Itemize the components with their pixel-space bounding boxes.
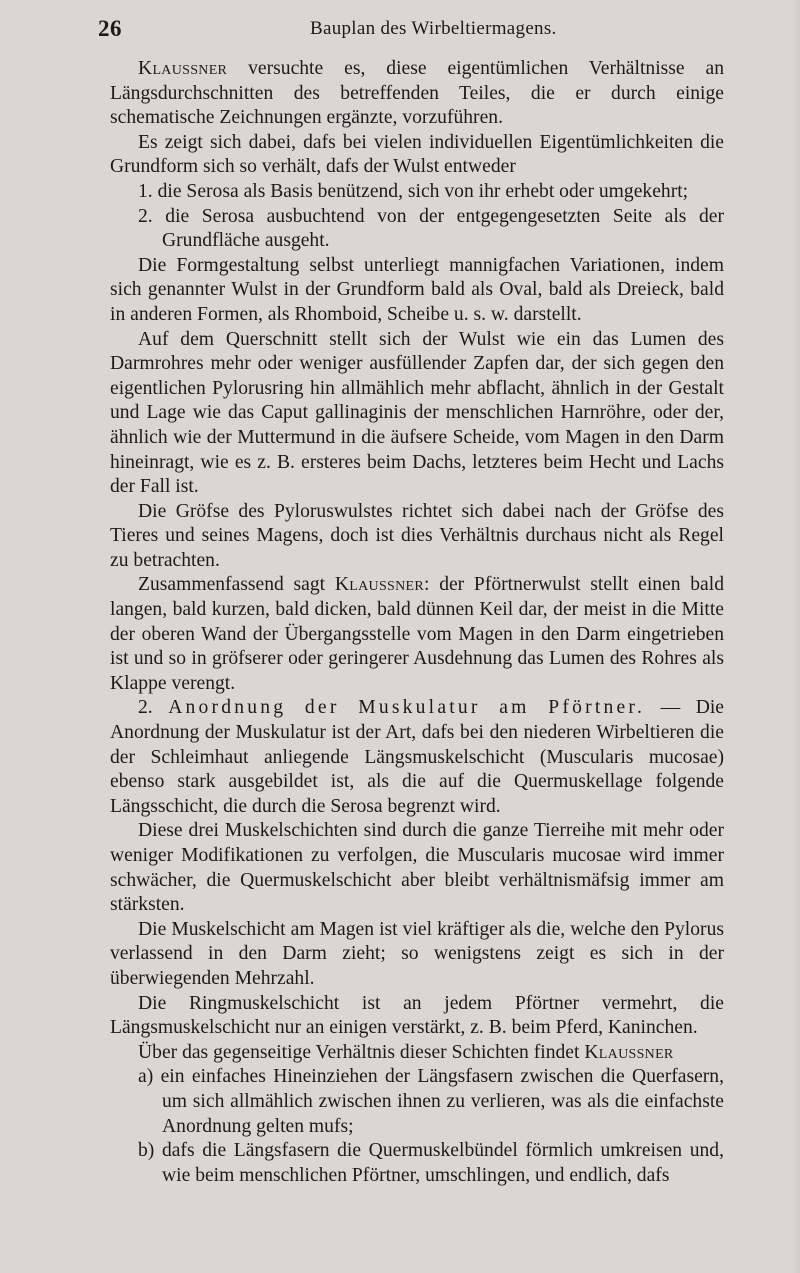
page-number: 26 bbox=[98, 16, 122, 41]
paragraph: Auf dem Querschnitt stellt sich der Wulst wie ein das Lumen des Darmrohres mehr oder weniger ausfüllender Zapfen dar, der sich gegen den eigentlichen Pylorusring hin allmählich mehr abflacht, ähnlich in der Gestalt und Lage wie das Caput gallinaginis der menschlichen Harnröhre, oder der, ähnlich wie der Muttermund in die äufsere Scheide, vom Magen in den Darm hineinragt, wie es z. B. ersteres beim Dachs, letzteres beim Hecht und Lachs der Fall ist. bbox=[110, 328, 724, 498]
section-paragraph: 2. Anordnung der Muskulatur am Pförtner. — Die Anordnung der Muskulatur ist der Art, dafs bei den niederen Wirbeltieren die der Schleimhaut anliegende Längsmuskelschicht (Muscularis mucosae) ebenso stark ausgebildet ist, als die auf die Quermuskellage folgende Längsschicht, die durch die Serosa begrenzt wird. bbox=[110, 697, 724, 817]
paragraph: Diese drei Muskelschichten sind durch die ganze Tierreihe mit mehr oder weniger Modifikationen zu verfolgen, die Muscularis mucosae wird immer schwächer, die Quermuskelschicht aber bleibt verhältnismäfsig immer am stärksten. bbox=[110, 820, 724, 916]
author-name: Klaussner bbox=[584, 1041, 674, 1063]
author-name: Klaussner bbox=[138, 58, 228, 79]
section-number: 2. bbox=[138, 697, 169, 719]
paragraph: Die Formgestaltung selbst unterliegt mannigfachen Variationen, indem sich genannter Wulst in der Grundform bald als Oval, bald als Dreieck, bald in anderen Formen, als Rhomboid, Scheibe u. s. w. darstellt. bbox=[110, 254, 724, 325]
paragraph: Zusammenfassend sagt Klaussner: der Pförtnerwulst stellt einen bald langen, bald kurzen, bald dicken, bald dünnen Keil dar, der meist in die Mitte der oberen Wand der Übergangsstelle vom Magen in den Darm eingetrieben ist und so in gröfserer oder geringerer Ausdehnung das Lumen des Rohres als Klappe verengt. bbox=[110, 574, 724, 694]
paragraph: Die Gröfse des Pyloruswulstes richtet sich dabei nach der Gröfse des Tieres und seines Magens, doch ist dies Verhältnis durchaus nicht als Regel zu betrachten. bbox=[110, 500, 724, 571]
list-item: b) dafs die Längsfasern die Quermuskelbündel förmlich umkreisen und, wie beim menschlichen Pförtner, umschlingen, und endlich, dafs bbox=[138, 1140, 724, 1186]
author-name: Klaussner bbox=[334, 574, 425, 596]
page-header bbox=[98, 16, 718, 50]
list-item: 1. die Serosa als Basis benützend, sich von ihr erhebt oder umgekehrt; bbox=[138, 180, 689, 202]
list-item: 2. die Serosa ausbuchtend von der entgegengesetzten Seite als der Grundfläche ausgeht. bbox=[138, 205, 724, 252]
list-item: a) ein einfaches Hineinziehen der Längsfasern zwischen die Querfasern, um sich allmählich zwischen ihnen zu verlieren, was als die einfachste Anordnung gelten mufs; bbox=[138, 1066, 724, 1137]
paragraph: Die Ringmuskelschicht ist an jedem Pförtner vermehrt, die Längsmuskelschicht nur an einigen verstärkt, z. B. beim Pferd, Kaninchen. bbox=[110, 992, 724, 1039]
paragraph: Es zeigt sich dabei, dafs bei vielen individuellen Eigentümlichkeiten die Grundform sich so verhält, dafs der Wulst entweder bbox=[110, 131, 724, 178]
running-title: Bauplan des Wirbeltiermagens. bbox=[310, 18, 557, 39]
section-title: Anordnung der Muskulatur am Pförtner. bbox=[168, 697, 646, 719]
paragraph: Die Muskelschicht am Magen ist viel kräftiger als die, welche den Pylorus verlassend in den Darm zieht; so wenigstens zeigt es sich in der überwiegenden Mehrzahl. bbox=[110, 918, 724, 989]
page-edge-shadow bbox=[792, 0, 800, 1273]
body-text bbox=[110, 57, 724, 1188]
paragraph: Über das gegenseitige Verhältnis dieser Schichten findet Klaussner bbox=[138, 1041, 674, 1063]
paragraph: Klaussner versuchte es, diese eigentümlichen Verhältnisse an Längsdurchschnitten des betreffenden Teiles, die er durch einige schematische Zeichnungen ergänzte, vorzuführen. bbox=[110, 58, 724, 129]
